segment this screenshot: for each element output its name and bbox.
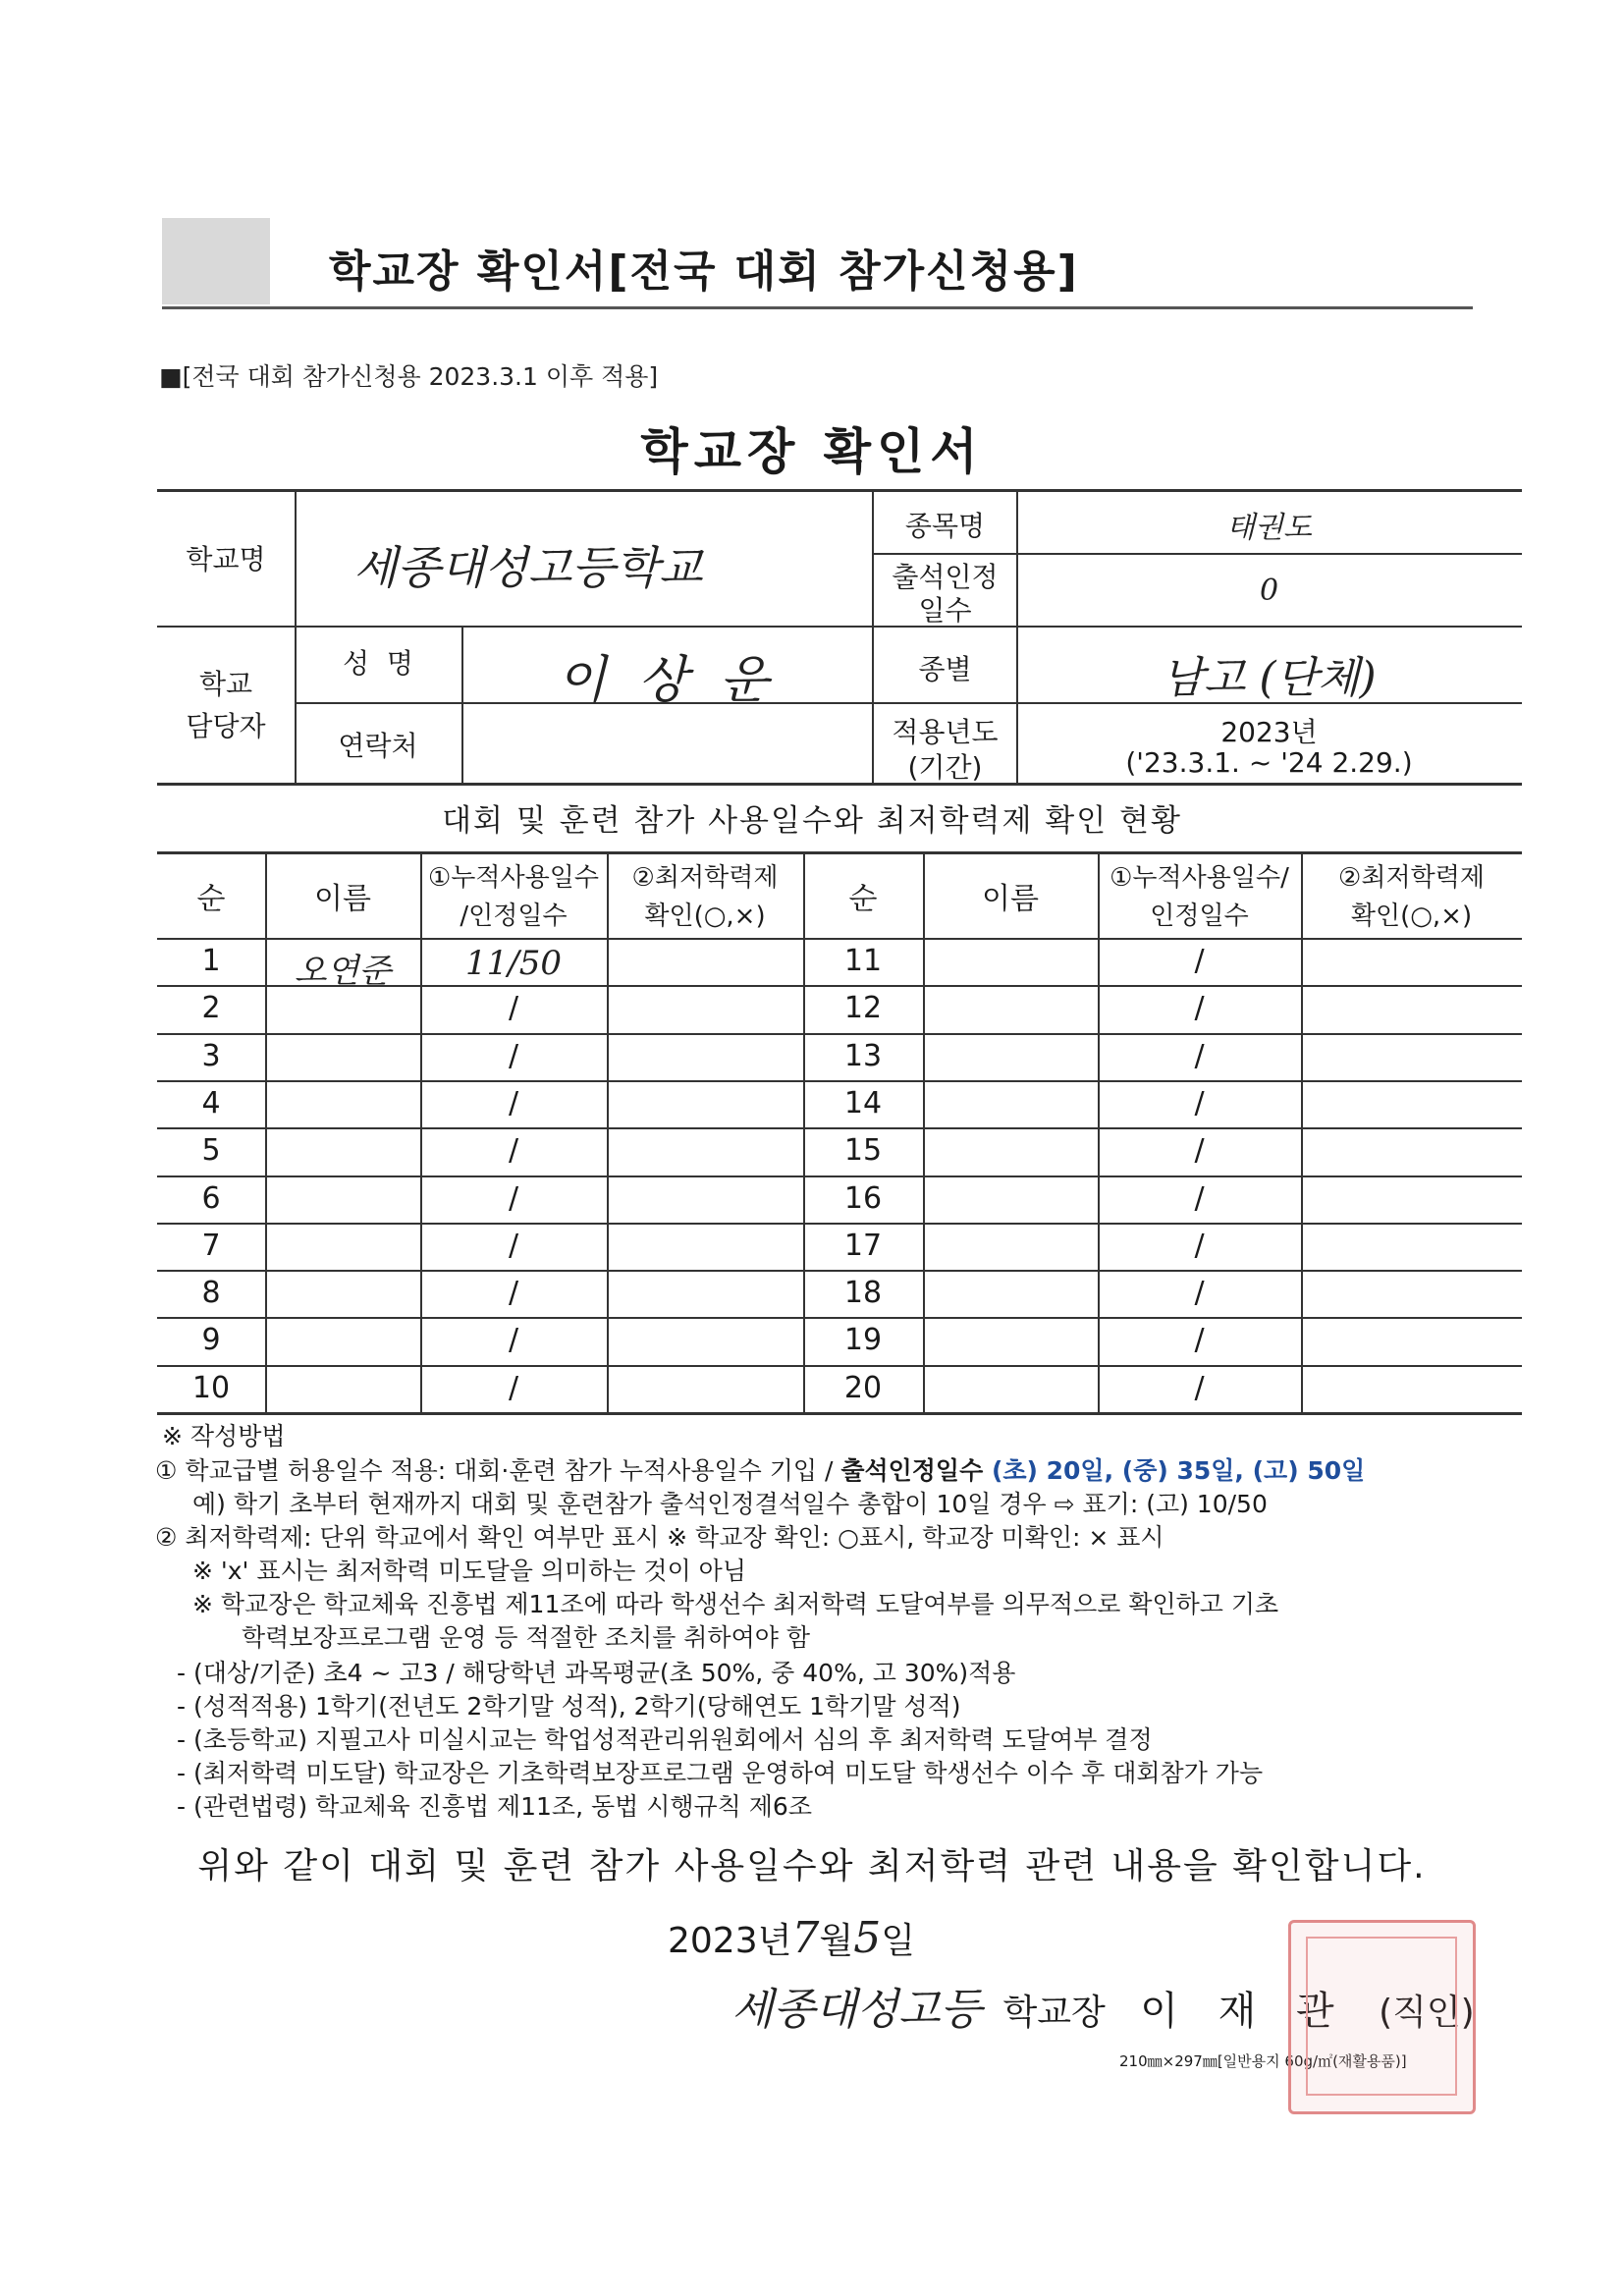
sign-date-day-label: 일: [881, 1921, 915, 1961]
table-cell-left-days: /: [508, 1370, 519, 1405]
instructions-line-8: - (성적적용) 1학기(전년도 2학기말 성적), 2학기(당해연도 1학기말 성적): [177, 1692, 961, 1721]
table-cell-left-no: 3: [201, 1038, 221, 1073]
sign-date: [668, 1913, 915, 1963]
table-cell-left-name: 오연준: [294, 952, 392, 991]
category-label: 종별: [918, 653, 972, 685]
sign-date-day: 5: [853, 1913, 882, 1963]
col-days-r-header-2: 인정일수: [1150, 902, 1249, 931]
instructions-line-6: 학력보장프로그램 운영 등 적절한 조치를 취하여야 함: [242, 1623, 810, 1652]
manager-name-value: 이 상 운: [557, 651, 777, 710]
applies-note: ■[전국 대회 참가신청용 2023.3.1 이후 적용]: [159, 362, 659, 391]
table-cell-left-days: /: [508, 991, 519, 1026]
sign-date-month-label: 월: [819, 1921, 854, 1961]
table-cell-right-days: /: [1194, 991, 1205, 1026]
table-cell-right-days: /: [1194, 1038, 1205, 1073]
table-cell-left-no: 2: [201, 991, 221, 1026]
table-row-divider: [157, 1127, 1522, 1129]
table-cell-left-days: /: [508, 1276, 519, 1311]
attendance-value: 0: [1259, 574, 1279, 608]
col-check-r-header-2: 확인(○,×): [1350, 902, 1473, 931]
table-cell-right-no: 11: [843, 944, 883, 978]
year-label-2: (기간): [907, 751, 983, 784]
sign-date-year: 2023년: [668, 1921, 792, 1961]
school-name-value: 세종대성고등학교: [353, 541, 703, 594]
col-days-header-1: ①누적사용일수: [427, 863, 599, 893]
table-cell-right-days: /: [1194, 944, 1205, 978]
table-cell-left-days: /: [508, 1085, 519, 1121]
confirmation-statement: 위와 같이 대회 및 훈련 참가 사용일수와 최저학력 관련 내용을 확인합니다.: [197, 1846, 1427, 1886]
sport-value: 태권도: [1226, 511, 1312, 545]
table-cell-right-no: 14: [843, 1085, 883, 1121]
principal-name: 이 재 관: [1140, 1989, 1348, 2034]
instructions-heading: ※ 작성방법: [162, 1422, 286, 1450]
instructions-line-9: - (초등학교) 지필고사 미실시교는 학업성적관리위원회에서 심의 후 최저학력 도달여부 결정: [177, 1725, 1153, 1754]
table-row-divider: [157, 1365, 1522, 1367]
instructions-line-5: ※ 학교장은 학교체육 진흥법 제11조에 따라 학생선수 최저학력 도달여부를 의무적으로 확인하고 기초: [192, 1590, 1279, 1618]
table-cell-right-no: 12: [843, 991, 883, 1026]
table-row-divider: [157, 1175, 1522, 1177]
table-cell-right-days: /: [1194, 1370, 1205, 1405]
instructions-line-4: ※ 'x' 표시는 최저학력 미도달을 의미하는 것이 아님: [192, 1557, 746, 1585]
table-cell-left-no: 7: [201, 1228, 221, 1263]
table-cell-left-no: 6: [201, 1180, 221, 1216]
instructions-line-1: [155, 1451, 1365, 1487]
table-cell-right-days: /: [1194, 1276, 1205, 1311]
col-days-header-2: /인정일수: [460, 902, 568, 931]
col-days-r-header-1: ①누적사용일수/: [1110, 863, 1289, 893]
header-title: 학교장 확인서[전국 대회 참가신청용]: [329, 246, 1079, 297]
table-cell-right-no: 15: [843, 1133, 883, 1169]
attendance-label-1: 출석인정: [892, 561, 999, 593]
paper-spec: 210㎜×297㎜[일반용지 60g/㎡(재활용품)]: [1119, 2052, 1407, 2070]
table-row-divider: [157, 1033, 1522, 1035]
col-check-header-1: ②최저학력제: [631, 863, 779, 893]
table-row-divider: [157, 1223, 1522, 1225]
manager-label-1: 학교: [198, 668, 253, 700]
instructions-line-1-bold: 출석인정일수: [840, 1456, 984, 1485]
instructions-line-1-highlight: (초) 20일, (중) 35일, (고) 50일: [983, 1456, 1366, 1485]
sign-date-month: 7: [791, 1913, 820, 1963]
table-row-divider: [157, 1412, 1522, 1415]
principal-label: 학교장: [1002, 1993, 1106, 2033]
attendance-label-2: 일수: [918, 594, 972, 627]
table-cell-left-days: /: [508, 1038, 519, 1073]
year-value-2: ('23.3.1. ~ '24 2.29.): [1125, 746, 1413, 779]
col-check-header-2: 확인(○,×): [644, 902, 766, 931]
table-cell-left-no: 10: [191, 1370, 231, 1405]
col-no-header: 순: [196, 882, 226, 916]
col-name-r-header: 이름: [982, 882, 1039, 916]
instructions-line-1-text: ① 학교급별 허용일수 적용: 대회·훈련 참가 누적사용일수 기입 /: [155, 1456, 841, 1485]
table-cell-left-no: 5: [201, 1133, 221, 1169]
table-row-divider: [157, 1080, 1522, 1082]
school-name-label: 학교명: [186, 543, 266, 575]
table-cell-right-days: /: [1194, 1085, 1205, 1121]
manager-name-label: 성 명: [343, 647, 413, 680]
table-cell-right-days: /: [1194, 1180, 1205, 1216]
category-value: 남고 (단체): [1162, 653, 1377, 703]
table-cell-left-days: /: [508, 1133, 519, 1169]
year-value-1: 2023년: [1220, 716, 1318, 748]
instructions-line-10: - (최저학력 미도달) 학교장은 기초학력보장프로그램 운영하여 미도달 학생선수 이수 후 대회참가 가능: [177, 1759, 1264, 1787]
table-cell-right-no: 17: [843, 1228, 883, 1263]
seal-label: (직인): [1379, 1993, 1475, 2033]
table-row-divider: [157, 1270, 1522, 1272]
table-cell-right-days: /: [1194, 1228, 1205, 1263]
manager-label-2: 담당자: [186, 710, 266, 742]
table-cell-right-no: 20: [843, 1370, 883, 1405]
col-name-header: 이름: [314, 882, 371, 916]
table-cell-right-days: /: [1194, 1323, 1205, 1358]
table-cell-left-days: /: [508, 1228, 519, 1263]
table-cell-left-no: 4: [201, 1085, 221, 1121]
usage-table-title: 대회 및 훈련 참가 사용일수와 최저학력제 확인 현황: [442, 803, 1182, 839]
sport-label: 종목명: [904, 510, 986, 542]
header-banner-accent: [162, 218, 270, 304]
table-cell-right-no: 19: [843, 1323, 883, 1358]
table-cell-right-no: 13: [843, 1038, 883, 1073]
signer-school: 세종대성고등: [731, 1985, 983, 2035]
col-check-r-header-1: ②최저학력제: [1338, 863, 1485, 893]
contact-label: 연락처: [338, 730, 418, 762]
instructions-line-2: 예) 학기 초부터 현재까지 대회 및 훈련참가 출석인정결석일수 총합이 10일 경우 ⇨ 표기: (고) 10/50: [192, 1490, 1268, 1518]
table-cell-left-no: 8: [201, 1276, 221, 1311]
col-no-r-header: 순: [848, 882, 878, 916]
table-cell-left-days: /: [508, 1323, 519, 1358]
table-cell-right-no: 16: [843, 1180, 883, 1216]
table-row-divider: [157, 1317, 1522, 1319]
instructions-line-3: ② 최저학력제: 단위 학교에서 확인 여부만 표시 ※ 학교장 확인: ○표시, 학교장 미확인: × 표시: [155, 1523, 1164, 1552]
table-cell-left-days: 11/50: [465, 944, 562, 983]
document-title: 학교장 확인서: [640, 423, 984, 480]
instructions-line-7: - (대상/기준) 초4 ~ 고3 / 해당학년 과목평균(초 50%, 중 40%, 고 30%)적용: [177, 1659, 1016, 1687]
table-cell-left-no: 1: [201, 944, 221, 978]
table-cell-left-days: /: [508, 1180, 519, 1216]
table-cell-right-no: 18: [843, 1276, 883, 1311]
school-seal-stamp-inner: [1306, 1937, 1457, 2096]
table-cell-right-days: /: [1194, 1133, 1205, 1169]
table-cell-left-no: 9: [201, 1323, 221, 1358]
year-label-1: 적용년도: [892, 716, 999, 748]
instructions-line-11: - (관련법령) 학교체육 진흥법 제11조, 동법 시행규칙 제6조: [177, 1792, 812, 1821]
